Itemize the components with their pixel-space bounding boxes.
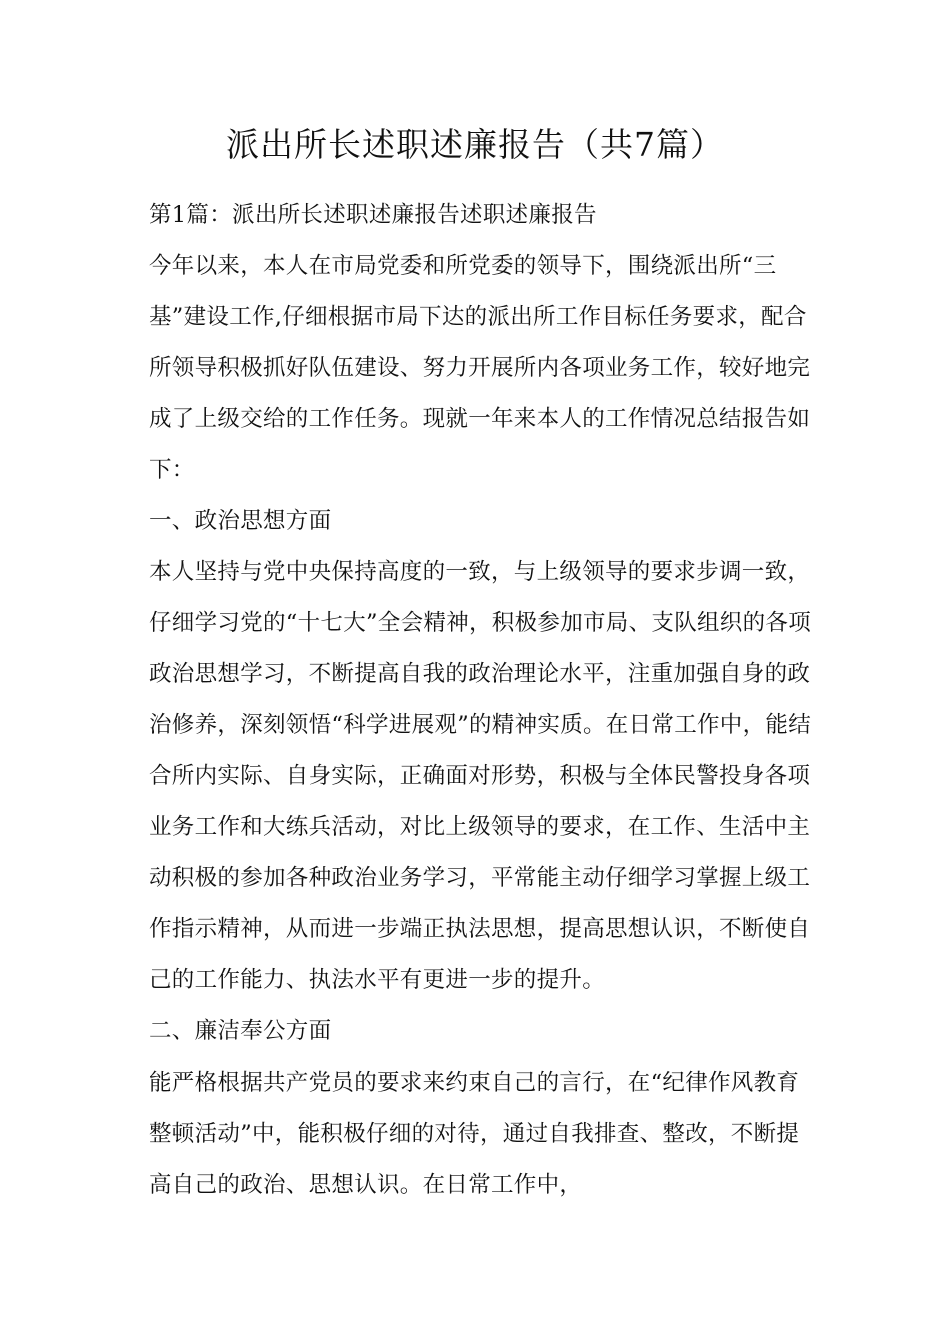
section-heading-part-1: 第1篇：派出所长述职述廉报告述职述廉报告 [149,202,597,228]
paragraph-line: 高自己的政治、思想认识。在日常工作中， [149,1172,583,1198]
paragraph-line: 己的工作能力、执法水平有更进一步的提升。 [149,967,606,993]
paragraph-line: 合所内实际、自身实际，正确面对形势，积极与全体民警投身各项 [149,763,811,789]
paragraph-line: 作指示精神，从而进一步端正执法思想，提高思想认识，不断使自 [149,916,811,942]
paragraph-line: 政治思想学习，不断提高自我的政治理论水平，注重加强自身的政 [149,661,811,687]
paragraph-line: 成了上级交给的工作任务。现就一年来本人的工作情况总结报告如 [149,406,811,432]
paragraph-line: 能严格根据共产党员的要求来约束自己的言行，在“纪律作风教育 [149,1070,800,1096]
paragraph-line: 仔细学习党的“十七大”全会精神，积极参加市局、支队组织的各项 [149,610,812,636]
paragraph-line: 下： [149,457,195,483]
paragraph-line: 治修养，深刻领悟“科学进展观”的精神实质。在日常工作中，能结 [149,712,812,738]
section-heading-integrity: 二、廉洁奉公方面 [149,1018,332,1044]
document-title: 派出所长述职述廉报告（共7篇） [226,125,724,164]
paragraph-line: 所领导积极抓好队伍建设、努力开展所内各项业务工作，较好地完 [149,355,811,381]
paragraph-line: 今年以来，本人在市局党委和所党委的领导下，围绕派出所“三 [149,253,777,279]
paragraph-line: 本人坚持与党中央保持高度的一致，与上级领导的要求步调一致， [149,559,811,585]
paragraph-line: 业务工作和大练兵活动，对比上级领导的要求，在工作、生活中主 [149,814,811,840]
section-heading-political: 一、政治思想方面 [149,508,332,534]
paragraph-line: 动积极的参加各种政治业务学习，平常能主动仔细学习掌握上级工 [149,865,811,891]
paragraph-line: 基”建设工作,仔细根据市局下达的派出所工作目标任务要求，配合 [149,304,807,330]
paragraph-line: 整顿活动”中，能积极仔细的对待，通过自我排查、整改，不断提 [149,1121,800,1147]
